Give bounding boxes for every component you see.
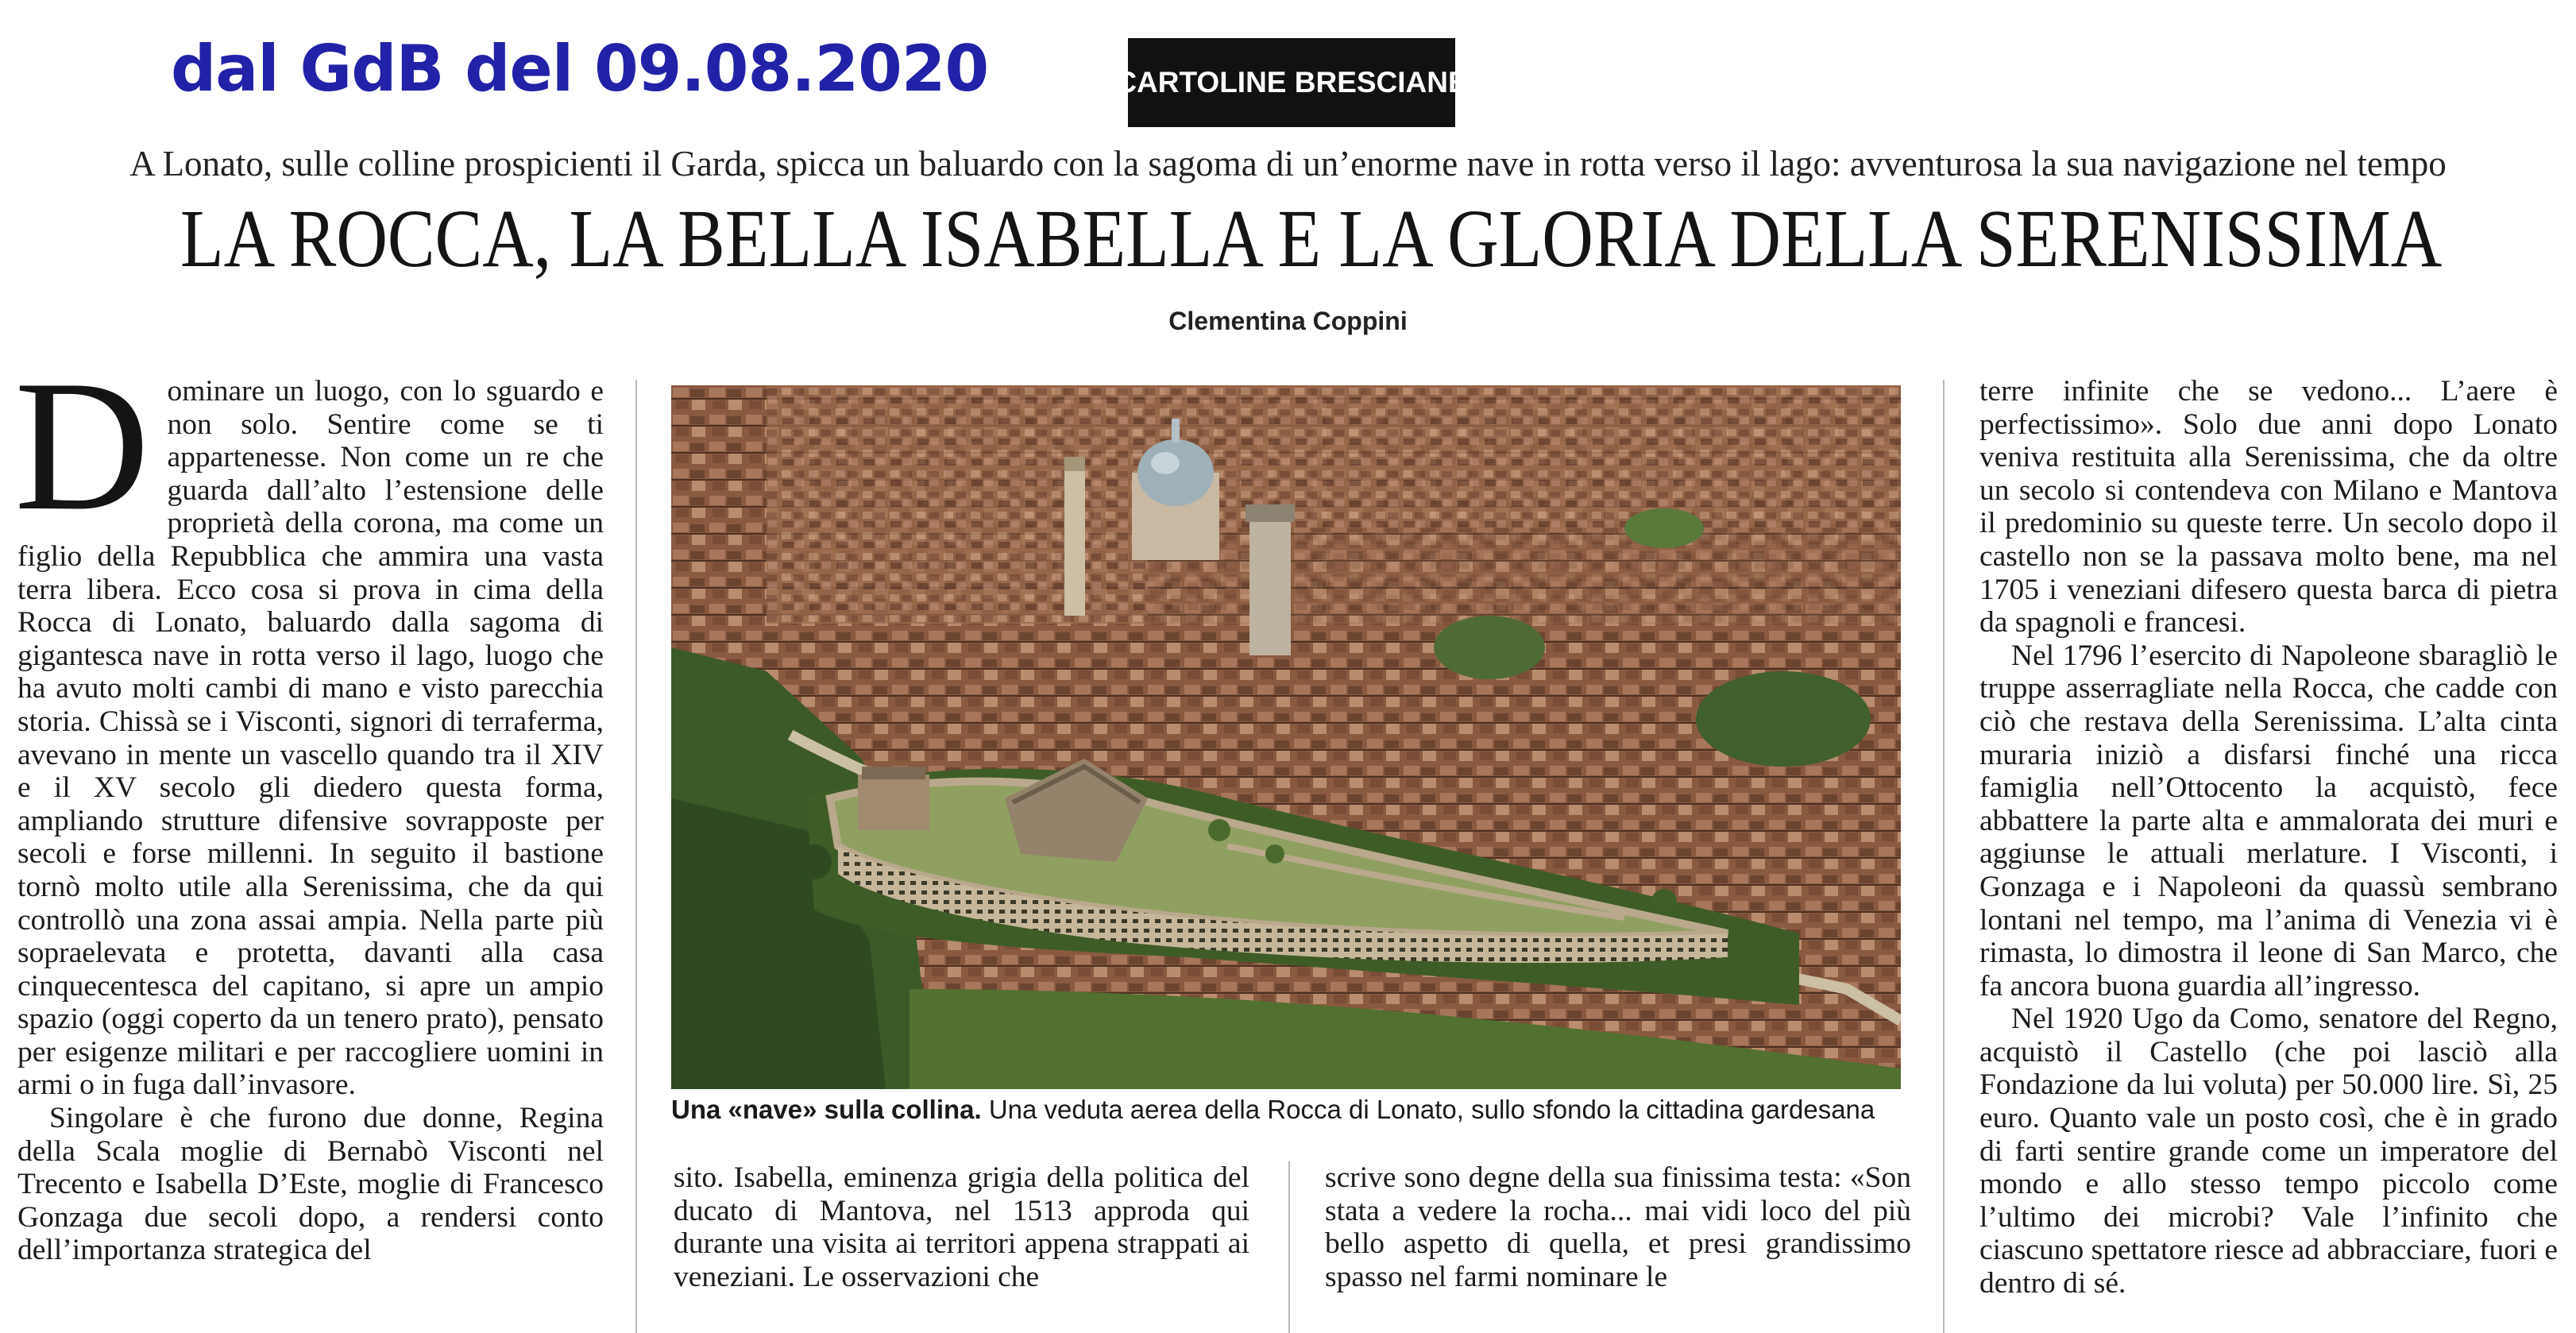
article-column-4 [1979, 375, 2558, 1300]
paragraph: Nel 1796 l’esercito di Napoleone sbaragliò le truppe asserragliate nella Rocca, che cadde con ciò che restava della Serenissima. L’alta cinta muraria iniziò a disfarsi finché una ricca famiglia nell’Ottocento la acquistò, fece abbattere la parte alta e ammalorata dei muri e aggiunse le attuali merlature. I Visconti, i Gonzaga e i Napoleoni da quassù sembrano lontani nel tempo, ma l’anima di Venezia vi è rimasta, lo dimostra il leone di San Marco, che fa ancora buona guardia all’ingresso. [1979, 639, 2558, 1003]
column-rule-1 [635, 380, 637, 1333]
photo-caption [671, 1095, 1910, 1125]
rubric-label: CARTOLINE BRESCIANE [1115, 66, 1468, 99]
paragraph: scrive sono degne della sua finissima testa: «Son stata a vedere la rocha... mai vidi loco del più bello aspetto di quella, et presi grandissimo spasso nel farmi nominare le [1325, 1161, 1911, 1293]
kicker: A Lonato, sulle colline prospicienti il Garda, spicca un baluardo con la sagoma di un’enorme nave in rotta verso il lago: avventurosa la sua navigazione nel tempo [129, 144, 2447, 184]
aerial-photo [671, 385, 1901, 1089]
byline: Clementina Coppini [1168, 307, 1408, 335]
section-rubric [1115, 38, 1468, 127]
article-column-1 [14, 342, 604, 1267]
column-rule-3 [1943, 380, 1945, 1333]
column-rule-2 [1288, 1161, 1290, 1333]
article-column-3 [1325, 1161, 1911, 1293]
drop-cap: D [14, 342, 150, 550]
caption-lead: Una «nave» sulla collina. [671, 1095, 982, 1124]
paragraph-text: ominare un luogo, con lo sguardo e non solo. Sentire come se ti appartenesse. Non come un re che guarda dall’alto l’estensione delle proprietà della corona, ma come un figlio della Repubblica che ammira una vasta terra libera. Ecco cosa si prova in cima della Rocca di Lonato, baluardo dalla sagoma di gigantesca nave in rotta verso il lago, luogo che ha avuto molti cambi di mano e visto parecchia storia. Chissà se i Visconti, signori di terraferma, avevano in mente un vascello quando tra il XIV e il XV secolo gli diedero questa forma, ampliando strutture difensive sovrapposte per secoli e forse millenni. In seguito il bastione tornò molto utile alla Serenissima, che da qui controllò una zona assai ampia. Nella parte più sopraelevata e protetta, davanti alla casa cinquecentesca del capitano, si apre un ampio spazio (oggi coperto da un tenero prato), pensato per esigenze militari e per raccogliere uomini in armi o in fuga dall’invasore. [17, 375, 604, 1102]
paragraph: sito. Isabella, eminenza grigia della politica del ducato di Mantova, nel 1513 approda qui durante una visita ai territori appena strappati ai veneziani. Le osservazioni che [674, 1161, 1249, 1293]
headline: LA ROCCA, LA BELLA ISABELLA E LA GLORIA DELLA SERENISSIMA [180, 193, 2443, 284]
article-column-2 [674, 1161, 1249, 1293]
paragraph [14, 342, 604, 1102]
paragraph: Nel 1920 Ugo da Como, senatore del Regno, acquistò il Castello (che poi lasciò alla Fondazione da lui voluta) per 50.000 lire. Sì, 25 euro. Quanto vale un posto così, che è in grado di farti sentire grande come un imperatore del mondo e allo stesso tempo piccolo come l’ultimo dei microbi? Vale l’infinito che ciascuno spettatore riesce ad abbracciare, fuori e dentro di sé. [1979, 1003, 2558, 1300]
paragraph: terre infinite che se vedono... L’aere è perfectissimo». Solo due anni dopo Lonato veniva restituita alla Serenissima, che da oltre un secolo si contendeva con Milano e Mantova il predominio su queste terre. Un secolo dopo il castello non se la passava molto bene, ma nel 1705 i veneziani difesero questa barca di pietra da spagnoli e francesi. [1979, 375, 2558, 639]
caption-text: Una veduta aerea della Rocca di Lonato, sullo sfondo la cittadina gardesana [981, 1095, 1875, 1124]
paragraph: Singolare è che furono due donne, Regina della Scala moglie di Bernabò Visconti nel Trecento e Isabella D’Este, moglie di Francesco Gonzaga due secoli dopo, a rendersi conto dell’importanza strategica del [17, 1102, 604, 1267]
source-tag: dal GdB del 09.08.2020 [171, 32, 989, 106]
photo-illustration [671, 385, 1901, 1089]
